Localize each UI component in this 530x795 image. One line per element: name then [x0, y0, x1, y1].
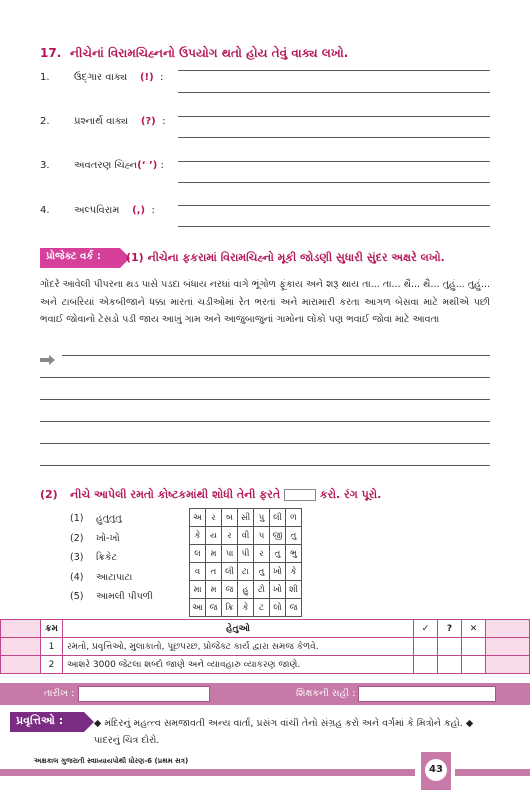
teacher-signature-field[interactable]: [358, 686, 496, 702]
item-number: 3.: [40, 160, 50, 171]
checkbox-cell[interactable]: [438, 656, 462, 674]
circle-box-icon: [284, 489, 316, 501]
grid-cell[interactable]: તુ: [286, 527, 302, 545]
answer-line[interactable]: [178, 70, 490, 71]
date-field[interactable]: [78, 686, 210, 702]
grid-cell[interactable]: ર: [206, 509, 222, 527]
grid-cell[interactable]: જ: [206, 599, 222, 617]
grid-cell[interactable]: પુ: [254, 509, 270, 527]
question-icon: ?: [438, 620, 462, 638]
game-name: આમલી પીપળી: [96, 591, 153, 602]
answer-line[interactable]: [178, 205, 490, 206]
answer-line[interactable]: [178, 182, 490, 183]
grid-cell[interactable]: વી: [238, 527, 254, 545]
grid-cell[interactable]: મા: [190, 581, 206, 599]
grid-cell[interactable]: તુ: [270, 545, 286, 563]
grid-row: [190, 581, 302, 599]
answer-line[interactable]: [178, 226, 490, 227]
checkbox-cell[interactable]: [414, 656, 438, 674]
table-header-row: [1, 620, 530, 638]
grid-cell[interactable]: આ: [190, 599, 206, 617]
grid-cell[interactable]: કે: [286, 563, 302, 581]
table-cell-objective: આશરે 3000 જેટલા શબ્દો જાણે અને વ્યાવહારુ વ્યાકરણ જાણે.: [63, 656, 414, 674]
project-work-badge: પ્રોજેક્ટ વર્ક :: [40, 248, 120, 268]
table-row: [1, 638, 530, 656]
page-number-tab: [421, 752, 451, 790]
question-number: (2): [40, 488, 58, 501]
answer-line[interactable]: [178, 116, 490, 117]
grid-row: [190, 563, 302, 581]
grid-cell[interactable]: લ: [190, 545, 206, 563]
answer-line[interactable]: [40, 465, 490, 466]
date-signature-band: [0, 683, 530, 705]
item-number: 1.: [40, 72, 50, 83]
answer-line[interactable]: [40, 377, 490, 378]
games-list: [70, 513, 153, 611]
grid-cell[interactable]: બ: [222, 509, 238, 527]
grid-cell[interactable]: જ: [286, 599, 302, 617]
table-cell-number: 2: [41, 656, 63, 674]
cross-icon: ✕: [462, 620, 486, 638]
column-header-objectives: હેતુઓ: [63, 620, 414, 638]
table-cell-empty: [1, 638, 41, 656]
punctuation-symbol: (,): [132, 205, 146, 216]
grid-cell[interactable]: લો: [270, 599, 286, 617]
list-item: [70, 533, 153, 553]
grid-cell[interactable]: પા: [222, 545, 238, 563]
question-2-heading: [40, 488, 381, 502]
colon: :: [160, 160, 164, 171]
grid-cell[interactable]: જ: [222, 581, 238, 599]
answer-line[interactable]: [40, 399, 490, 400]
game-name: આટાપાટા: [96, 571, 133, 583]
word-search-grid: [189, 508, 302, 617]
list-item: [70, 552, 153, 572]
grid-cell[interactable]: ળ: [286, 509, 302, 527]
column-header-empty: [486, 620, 530, 638]
table-cell-empty: [486, 638, 530, 656]
grid-cell[interactable]: મ: [206, 581, 222, 599]
question-title: નીચેનાં વિરામચિહ્નનો ઉપયોગ થતો હોય તેવું વાક્ય લખો.: [70, 46, 349, 60]
grid-cell[interactable]: તુ: [254, 563, 270, 581]
question-17-heading: [40, 46, 348, 61]
grid-cell[interactable]: જી: [270, 527, 286, 545]
list-item: [70, 572, 153, 592]
item-number: (3): [70, 552, 84, 563]
activities-badge: પ્રવૃત્તિઓ :: [10, 712, 84, 732]
question-number: 17.: [40, 46, 62, 60]
item-label: [74, 116, 166, 127]
column-header-empty: [1, 620, 41, 638]
game-name: ખો-ખો: [96, 532, 120, 544]
game-name: હુતુતુતુ: [96, 513, 122, 524]
teacher-signature-label: શિક્ષકની સહી :: [296, 688, 356, 699]
grid-cell[interactable]: કે: [238, 599, 254, 617]
grid-cell[interactable]: શી: [286, 581, 302, 599]
grid-cell[interactable]: ક્રિ: [222, 599, 238, 617]
answer-line[interactable]: [62, 355, 490, 356]
table-cell-empty: [486, 656, 530, 674]
grid-cell[interactable]: ટો: [254, 581, 270, 599]
grid-cell[interactable]: કે: [190, 527, 206, 545]
item-number: (5): [70, 591, 84, 602]
grid-cell[interactable]: ખો: [270, 581, 286, 599]
question-text: નીચે આપેલી રમતો કોષ્ટકમાંથી શોધી તેની ફરતે: [70, 488, 281, 501]
label-text: અલ્પવિરામ: [74, 205, 120, 216]
table-cell-number: 1: [41, 638, 63, 656]
checkbox-cell[interactable]: [438, 638, 462, 656]
grid-cell[interactable]: ય: [206, 527, 222, 545]
punctuation-symbol: (?): [140, 116, 156, 127]
item-label: [74, 205, 155, 216]
table-cell-empty: [1, 656, 41, 674]
page-number: 43: [425, 759, 447, 781]
grid-cell[interactable]: ખો: [270, 563, 286, 581]
answer-line[interactable]: [178, 137, 490, 138]
question-text-end: કરો. રંગ પૂરો.: [319, 488, 382, 501]
label-text: અવતરણ ચિહ્ન: [74, 160, 138, 171]
grid-cell[interactable]: ટ: [254, 599, 270, 617]
list-item: [70, 591, 153, 611]
grid-cell[interactable]: લી: [270, 509, 286, 527]
colon: :: [160, 72, 164, 83]
table-row: [1, 656, 530, 674]
column-header-number: ક્રમ: [41, 620, 63, 638]
grid-cell[interactable]: પ: [254, 527, 270, 545]
item-number: (4): [70, 571, 84, 583]
grid-row: [190, 545, 302, 563]
answer-line[interactable]: [40, 443, 490, 444]
answer-line[interactable]: [178, 161, 490, 162]
checkbox-cell[interactable]: [414, 638, 438, 656]
answer-line[interactable]: [40, 421, 490, 422]
grid-cell[interactable]: લી: [222, 563, 238, 581]
checkbox-cell[interactable]: [462, 656, 486, 674]
item-number: (2): [70, 532, 84, 544]
grid-cell[interactable]: ભુ: [286, 545, 302, 563]
objectives-table: [0, 619, 530, 674]
project-paragraph: ગોંદરે આવેલી પીપરના થડ પાસે પડદા બંધાય નરઘાં વાગે ભૂંગોળ ફૂંકાય અને શરૂ થાય તા... તા... થૈ... થૈ... તુહું... તુહું... અને ટાબરિયાં એકબીજાને ધક્કા મારતાં ચડીઓમાં રેત ભરતાં અને મારામારી કરતા આગળ બેસવા માટે મથીએ પછી ભવાઈ જોવાનો ટેસડો પડી જાય આખું ગામ અને આજુબાજુનાં ગામોના લોકો પણ ભવાઈ જોવા માટે આવતા: [40, 279, 490, 325]
activities-text: ◆ મંદિરનું મહત્ત્વ સમજાવતી અન્ય વાર્તા, પ્રસંગ વાંચી તેનો સંગ્રહ કરો અને વર્ગમાં કે મિત્રોને કહો. ◆ પાદરનું ચિત્ર દોરો.: [94, 718, 474, 746]
table-cell-objective: રમતો, પ્રવૃત્તિઓ, મુલાકાતો, પૂછપરછ, પ્રોજેક્ટ કાર્ય દ્વારા સમજ કેળવે.: [63, 638, 414, 656]
item-label: [74, 160, 164, 171]
grid-cell[interactable]: ટા: [238, 563, 254, 581]
grid-cell[interactable]: વ: [190, 563, 206, 581]
book-title: અક્ષકાલ ગુજરાતી સ્વાધ્યાયપોથી ધોરણ-6 (પ્રથમ સત્ર): [34, 757, 189, 765]
checkbox-cell[interactable]: [462, 638, 486, 656]
check-icon: ✓: [414, 620, 438, 638]
grid-cell[interactable]: પી: [238, 545, 254, 563]
grid-cell[interactable]: ત: [206, 563, 222, 581]
grid-cell[interactable]: મ: [206, 545, 222, 563]
grid-cell[interactable]: ર: [254, 545, 270, 563]
grid-row: [190, 527, 302, 545]
item-number: (1): [70, 513, 84, 524]
list-item: [70, 513, 153, 533]
grid-cell[interactable]: સી: [238, 509, 254, 527]
item-label: [74, 72, 163, 83]
answer-line[interactable]: [178, 92, 490, 93]
punctuation-symbol: (!): [139, 72, 154, 83]
grid-row: [190, 509, 302, 527]
grid-cell[interactable]: હુ: [238, 581, 254, 599]
label-text: ઉદ્ગાર વાક્ય: [74, 72, 128, 83]
punctuation-symbol: (‘ ’): [137, 160, 158, 171]
item-number: 4.: [40, 205, 50, 216]
label-text: પ્રશ્નાર્થ વાક્ય: [74, 116, 129, 127]
grid-cell[interactable]: ર: [222, 527, 238, 545]
grid-cell[interactable]: અ: [190, 509, 206, 527]
colon: :: [151, 205, 155, 216]
grid-row: [190, 599, 302, 617]
footer-divider: [455, 769, 530, 776]
arrow-right-icon: [40, 356, 56, 364]
date-label: તારીખ :: [44, 688, 75, 699]
project-work-title: (1) નીચેના ફકરામાં વિરામચિહ્નો મૂકી જોડણી સુધારી સુંદર અક્ષરે લખો.: [126, 251, 445, 264]
item-number: 2.: [40, 116, 50, 127]
footer-divider: [0, 769, 415, 776]
colon: :: [162, 116, 166, 127]
game-name: ક્રિકેટ: [96, 552, 118, 563]
